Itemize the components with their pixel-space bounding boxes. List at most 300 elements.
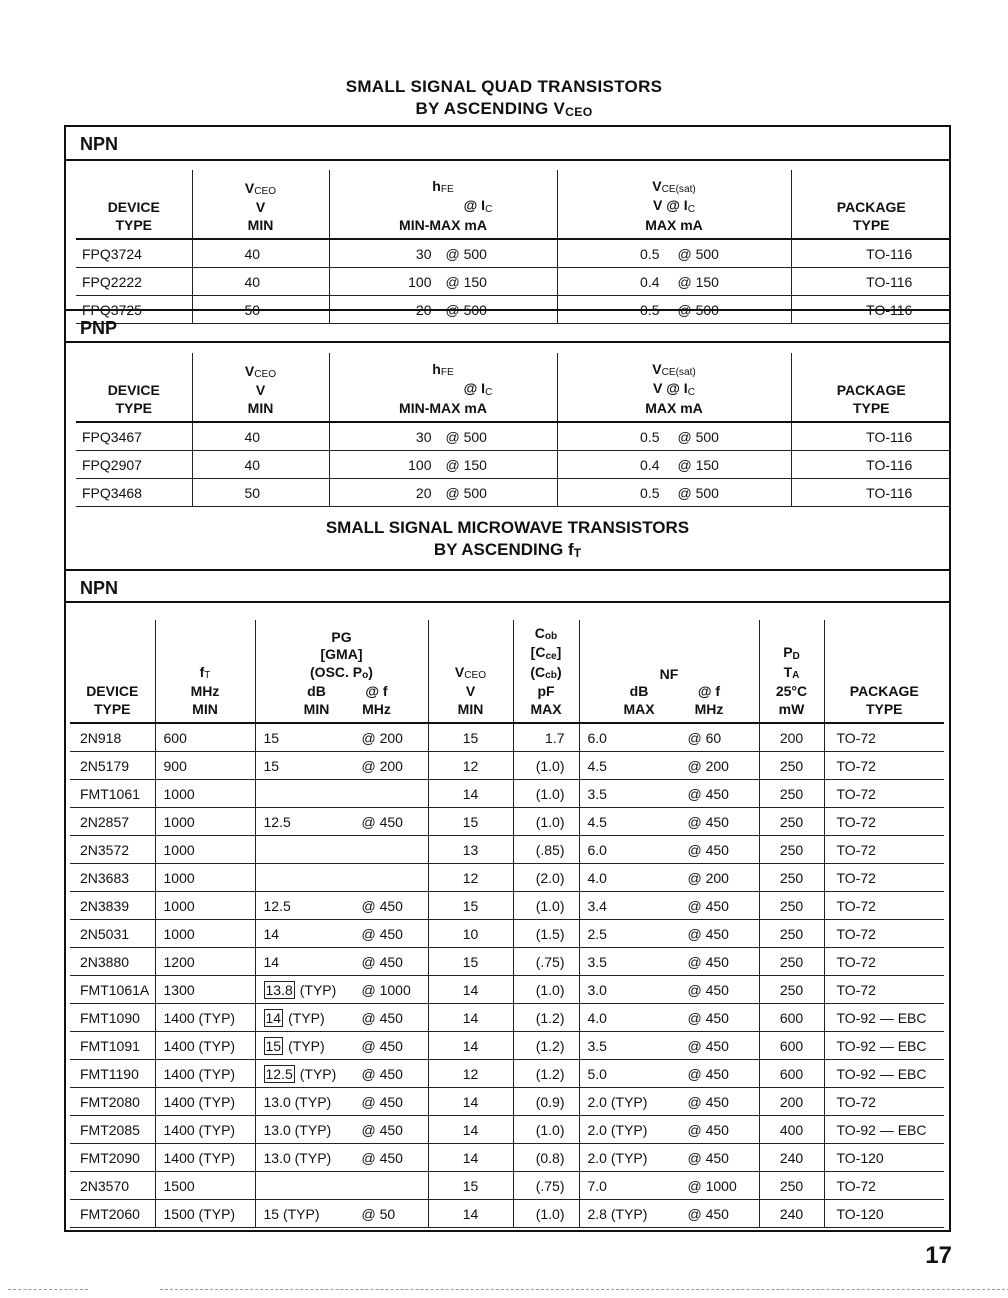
cell-pg (255, 1200, 428, 1228)
cell-ft: 1000 (155, 780, 255, 808)
vceo-min: MIN (247, 399, 274, 416)
cob-unit: pF (537, 683, 555, 699)
nf-label: NF (659, 665, 679, 682)
cell-device: FMT1091 (70, 1032, 155, 1060)
vcesat-max: MAX mA (645, 216, 703, 233)
cell-package: TO-116 (791, 422, 951, 451)
cell-nf (579, 1004, 759, 1032)
cell-pd: 250 (759, 976, 824, 1004)
table-row (70, 976, 944, 1004)
vcesat-ic: @ 500 (677, 245, 719, 262)
col-pg (255, 620, 428, 723)
cell-nf (579, 948, 759, 976)
cell-package: TO-72 (824, 1172, 944, 1200)
cell-device: 2N3839 (70, 892, 155, 920)
pg-db (264, 898, 362, 914)
pg-freq: @ 450 (361, 953, 403, 970)
cell-ft: 1400 (TYP) (155, 1144, 255, 1172)
cell-nf (579, 780, 759, 808)
table-row (70, 1088, 944, 1116)
cell-cob: (1.2) (513, 1060, 579, 1088)
cell-package: TO-72 (824, 752, 944, 780)
cell-hfe (329, 239, 557, 268)
nf-freq: @ 450 (687, 1037, 729, 1054)
cell-pg (255, 1116, 428, 1144)
cell-cob: (1.0) (513, 808, 579, 836)
pg-db-value: 14 (263, 953, 280, 970)
cell-vcesat (557, 479, 791, 507)
table-row (70, 1172, 944, 1200)
col-package (791, 353, 951, 422)
cell-cob: (1.0) (513, 1116, 579, 1144)
cob-symbol: $C_{ob}$ (534, 624, 558, 642)
nf-db: 6.0 (587, 729, 607, 746)
table-row (70, 752, 944, 780)
vcesat-value: 0.5 (640, 428, 660, 445)
cell-package: TO-116 (791, 239, 951, 268)
cell-pd: 600 (759, 1032, 824, 1060)
pg-db (264, 1206, 362, 1222)
cell-device: FPQ3724 (76, 239, 192, 268)
cell-ft: 1400 (TYP) (155, 1032, 255, 1060)
pg-freq: @ 450 (361, 925, 403, 942)
cell-pg (255, 1032, 428, 1060)
nf-freq: @ 200 (687, 757, 729, 774)
cell-vceo: 10 (428, 920, 513, 948)
vcesat-ic: @ 500 (677, 428, 719, 445)
table-row (70, 1004, 944, 1032)
col-pd (759, 620, 824, 723)
cell-pd: 250 (759, 864, 824, 892)
nf-db: 7.0 (587, 1177, 607, 1194)
cell-pg (255, 1172, 428, 1200)
ta-symbol: $T_A$ (783, 663, 800, 681)
cell-package: TO-120 (824, 1200, 944, 1228)
cell-vceo: 12 (428, 1060, 513, 1088)
cell-nf (579, 1172, 759, 1200)
package-type-label: TYPE (852, 399, 890, 416)
cell-cob: (1.0) (513, 892, 579, 920)
hfe-value: 20 (415, 484, 432, 501)
pg-db (264, 1150, 362, 1166)
pnp-quad-table (76, 353, 951, 507)
ccb-symbol: $(C_{cb})$ (530, 663, 562, 681)
nf-db: 2.0 (TYP) (587, 1149, 648, 1166)
microwave-title-line-1: SMALL SIGNAL MICROWAVE TRANSISTORS (325, 518, 690, 537)
cell-pg (255, 920, 428, 948)
cell-nf (579, 976, 759, 1004)
cell-nf (579, 920, 759, 948)
page-number: 17 (925, 1242, 952, 1269)
cell-package: TO-72 (824, 892, 944, 920)
vceo-unit: V (255, 199, 266, 215)
cell-vceo: 14 (428, 976, 513, 1004)
pg-db (264, 730, 362, 746)
vceo-unit: V (465, 683, 476, 699)
cell-cob: (1.2) (513, 1032, 579, 1060)
hfe-minmax: MIN-MAX mA (399, 216, 487, 233)
cell-device: FMT2090 (70, 1144, 155, 1172)
cell-pg (255, 892, 428, 920)
cell-cob: (2.0) (513, 864, 579, 892)
pg-db (264, 982, 362, 998)
ft-unit: MHz (190, 683, 220, 699)
vceo-symbol: $V_{CEO}$ (244, 179, 277, 197)
pg-freq: @ 450 (361, 813, 403, 830)
cell-vceo: 12 (428, 864, 513, 892)
cell-pd: 250 (759, 948, 824, 976)
table-row (70, 1144, 944, 1172)
cell-cob: (1.0) (513, 1200, 579, 1228)
device-label: DEVICE (107, 382, 160, 398)
cell-package: TO-72 (824, 723, 944, 752)
table-row (70, 780, 944, 808)
col-package (824, 620, 944, 723)
pg-freq: @ 200 (361, 729, 403, 746)
cell-vceo: 15 (428, 892, 513, 920)
cell-nf (579, 1200, 759, 1228)
cell-device: FMT1061 (70, 780, 155, 808)
pg-db-value: 12.5 (263, 897, 291, 914)
vcesat-symbol: $V_{CE(sat)}$ (652, 360, 696, 378)
table-row (70, 1200, 944, 1228)
hfe-symbol: $h_{FE}$ (432, 177, 454, 195)
pg-freq: @ 450 (361, 897, 403, 914)
pg-typ: (TYP) (288, 1009, 325, 1026)
pg-db-value: 15 (263, 729, 280, 746)
pg-min-mhz: MIN MHz (303, 700, 391, 717)
cell-ft: 600 (155, 723, 255, 752)
pg-db (264, 954, 362, 970)
cell-pg (255, 1088, 428, 1116)
vcesat-max: MAX mA (645, 399, 703, 416)
cell-package: TO-72 (824, 1088, 944, 1116)
pg-freq: @ 1000 (361, 981, 411, 998)
cell-pd: 600 (759, 1060, 824, 1088)
nf-freq: @ 450 (687, 981, 729, 998)
cell-device: 2N5031 (70, 920, 155, 948)
nf-freq: @ 450 (687, 1093, 729, 1110)
pd-temp: 25°C (775, 683, 808, 699)
cell-nf (579, 864, 759, 892)
hfe-at-ic: @ $I_C$ (463, 380, 493, 398)
vcesat-ic: @ 500 (677, 301, 719, 318)
cell-pg (255, 948, 428, 976)
nf-db: 3.4 (587, 897, 607, 914)
cell-ft: 1400 (TYP) (155, 1060, 255, 1088)
cell-package: TO-92 — EBC (824, 1032, 944, 1060)
nf-freq: @ 60 (687, 729, 722, 746)
nf-units: dB @ f (629, 683, 721, 699)
header-row (70, 620, 944, 723)
cell-vceo: 40 (192, 422, 329, 451)
nf-freq: @ 450 (687, 1065, 729, 1082)
footer-rule-left (8, 1289, 88, 1290)
cell-cob: (1.2) (513, 1004, 579, 1032)
nf-db: 2.5 (587, 925, 607, 942)
cell-ft: 1400 (TYP) (155, 1004, 255, 1032)
cell-package: TO-72 (824, 808, 944, 836)
cell-ft: 1400 (TYP) (155, 1116, 255, 1144)
cell-pd: 200 (759, 723, 824, 752)
cell-pd: 240 (759, 1144, 824, 1172)
microwave-table (70, 620, 944, 1228)
pg-db-value: 13.0 (TYP) (263, 1121, 332, 1138)
cell-pg (255, 808, 428, 836)
vcesat-value: 0.5 (640, 245, 660, 262)
cell-nf (579, 1060, 759, 1088)
cell-pg (255, 1144, 428, 1172)
device-label: DEVICE (107, 199, 160, 215)
table-row (70, 864, 944, 892)
nf-db: 2.0 (TYP) (587, 1093, 648, 1110)
cell-vceo: 40 (192, 239, 329, 268)
cell-cob: (1.0) (513, 780, 579, 808)
hfe-value: 20 (415, 301, 432, 318)
page-title (0, 76, 1008, 121)
cell-pd: 250 (759, 836, 824, 864)
cell-package: TO-120 (824, 1144, 944, 1172)
cob-max: MAX (530, 700, 562, 717)
osc-po-label: (OSC. $P_o$) (310, 663, 373, 681)
cell-device: FPQ3725 (76, 296, 192, 324)
cell-hfe (329, 479, 557, 507)
nf-db: 4.5 (587, 757, 607, 774)
cell-pd: 400 (759, 1116, 824, 1144)
hfe-ic: @ 500 (445, 484, 487, 501)
type-label: TYPE (115, 399, 153, 416)
vceo-min: MIN (457, 700, 484, 717)
cell-vceo: 14 (428, 1032, 513, 1060)
cell-ft: 1000 (155, 864, 255, 892)
pg-typ: (TYP) (299, 981, 337, 998)
pg-freq: @ 450 (361, 1065, 403, 1082)
title-line-2: BY ASCENDING $V_{CEO}$ (415, 99, 593, 119)
pg-freq: @ 50 (361, 1205, 396, 1222)
vcesat-ic: @ 150 (677, 456, 719, 473)
hfe-value: 30 (415, 428, 432, 445)
cell-cob: (1.5) (513, 920, 579, 948)
pg-db (264, 1010, 362, 1026)
pg-db-value: 12.5 (265, 1065, 293, 1082)
cell-hfe (329, 268, 557, 296)
cell-vceo: 14 (428, 1088, 513, 1116)
cell-vceo: 40 (192, 268, 329, 296)
cell-cob: 1.7 (513, 723, 579, 752)
cell-cob: (0.8) (513, 1144, 579, 1172)
pnp-section-label: PNP (66, 309, 949, 343)
cell-nf (579, 892, 759, 920)
cell-device: FMT1090 (70, 1004, 155, 1032)
cell-nf (579, 723, 759, 752)
cell-device: 2N5179 (70, 752, 155, 780)
cce-symbol: $[C_{ce}]$ (530, 644, 562, 662)
col-hfe (329, 170, 557, 239)
cell-package: TO-72 (824, 976, 944, 1004)
cell-pg (255, 864, 428, 892)
cell-device: FMT1190 (70, 1060, 155, 1088)
pg-typ: (TYP) (299, 1065, 337, 1082)
cell-pg (255, 723, 428, 752)
package-type-label: TYPE (852, 216, 890, 233)
microwave-title (66, 517, 949, 562)
cell-vceo: 50 (192, 479, 329, 507)
cell-package: TO-72 (824, 780, 944, 808)
hfe-value: 30 (415, 245, 432, 262)
type-label: TYPE (115, 216, 153, 233)
vcesat-units: V @ $I_C$ (653, 380, 695, 398)
pg-db-value: 12.5 (263, 813, 291, 830)
hfe-at-ic: @ $I_C$ (463, 197, 493, 215)
pg-freq: @ 450 (361, 1121, 403, 1138)
table-row (70, 948, 944, 976)
cell-device: FMT2060 (70, 1200, 155, 1228)
package-label: PACKAGE (836, 382, 906, 398)
cell-package: TO-116 (791, 268, 951, 296)
pg-db (264, 1038, 362, 1054)
pg-db (264, 1094, 362, 1110)
pg-db-value: 15 (TYP) (263, 1205, 320, 1222)
cell-ft: 1200 (155, 948, 255, 976)
table-row (76, 239, 951, 268)
col-vcesat (557, 170, 791, 239)
nf-db: 4.0 (587, 869, 607, 886)
nf-db: 2.8 (TYP) (587, 1205, 648, 1222)
col-vcesat (557, 353, 791, 422)
cell-cob: (.75) (513, 948, 579, 976)
package-label: PACKAGE (836, 199, 906, 215)
cell-vcesat (557, 451, 791, 479)
hfe-ic: @ 500 (445, 301, 487, 318)
cell-vcesat (557, 239, 791, 268)
pd-symbol: $P_D$ (783, 644, 800, 662)
cell-vceo: 14 (428, 1116, 513, 1144)
cell-vceo: 14 (428, 780, 513, 808)
pg-label: PG (331, 628, 352, 645)
cell-device: FMT1061A (70, 976, 155, 1004)
table-row (76, 479, 951, 507)
nf-max-mhz: MAX MHz (623, 700, 724, 717)
package-label: PACKAGE (849, 683, 919, 699)
cell-hfe (329, 422, 557, 451)
col-cob (513, 620, 579, 723)
cell-cob: (1.0) (513, 752, 579, 780)
cell-package: TO-72 (824, 920, 944, 948)
cell-cob: (.85) (513, 836, 579, 864)
hfe-value: 100 (408, 273, 432, 290)
device-label: DEVICE (86, 683, 139, 699)
pg-freq: @ 450 (361, 1149, 403, 1166)
vcesat-value: 0.4 (640, 456, 660, 473)
cell-cob: (0.9) (513, 1088, 579, 1116)
cell-pd: 250 (759, 752, 824, 780)
ft-symbol: $f_T$ (199, 663, 211, 681)
hfe-ic: @ 500 (445, 428, 487, 445)
package-type-label: TYPE (865, 700, 903, 717)
nf-db: 3.0 (587, 981, 607, 998)
cell-cob: (1.0) (513, 976, 579, 1004)
pg-typ: (TYP) (288, 1037, 325, 1054)
cell-pd: 240 (759, 1200, 824, 1228)
cell-device: 2N3880 (70, 948, 155, 976)
tables-frame (64, 125, 951, 1232)
cell-ft: 1500 (TYP) (155, 1200, 255, 1228)
table-row (70, 808, 944, 836)
nf-db: 3.5 (587, 785, 607, 802)
cell-ft: 1000 (155, 920, 255, 948)
cell-vceo: 14 (428, 1004, 513, 1032)
table-row (70, 836, 944, 864)
cell-vcesat (557, 422, 791, 451)
pg-db (264, 926, 362, 942)
pg-db (264, 758, 362, 774)
pg-freq: @ 450 (361, 1037, 403, 1054)
gma-label: [GMA] (320, 646, 363, 662)
vcesat-value: 0.5 (640, 301, 660, 318)
col-vceo (428, 620, 513, 723)
table-row (70, 723, 944, 752)
cell-vceo: 15 (428, 1172, 513, 1200)
cell-vceo: 14 (428, 1144, 513, 1172)
ft-min: MIN (192, 700, 218, 717)
vcesat-ic: @ 500 (677, 484, 719, 501)
cell-package: TO-72 (824, 864, 944, 892)
col-device (76, 170, 192, 239)
hfe-value: 100 (408, 456, 432, 473)
cell-vceo: 15 (428, 723, 513, 752)
vceo-symbol: $V_{CEO}$ (244, 362, 277, 380)
hfe-symbol: $h_{FE}$ (432, 360, 454, 378)
cell-pd: 250 (759, 808, 824, 836)
cell-pg (255, 976, 428, 1004)
vcesat-value: 0.4 (640, 273, 660, 290)
cell-vceo: 40 (192, 451, 329, 479)
cell-package: TO-116 (791, 451, 951, 479)
table-row (70, 1060, 944, 1088)
cell-device: 2N2857 (70, 808, 155, 836)
cell-pg (255, 836, 428, 864)
cell-device: 2N3683 (70, 864, 155, 892)
table-row (76, 422, 951, 451)
nf-db: 3.5 (587, 953, 607, 970)
table-row (76, 451, 951, 479)
hfe-ic: @ 150 (445, 456, 487, 473)
nf-freq: @ 450 (687, 897, 729, 914)
cell-cob: (.75) (513, 1172, 579, 1200)
pg-freq: @ 450 (361, 1093, 403, 1110)
nf-freq: @ 450 (687, 925, 729, 942)
cell-package: TO-116 (791, 479, 951, 507)
table-row (70, 892, 944, 920)
nf-db: 6.0 (587, 841, 607, 858)
nf-db: 5.0 (587, 1065, 607, 1082)
cell-device: 2N918 (70, 723, 155, 752)
cell-ft: 1000 (155, 836, 255, 864)
cell-pd: 250 (759, 892, 824, 920)
cell-vceo: 50 (192, 296, 329, 324)
vceo-min: MIN (247, 216, 274, 233)
hfe-ic: @ 150 (445, 273, 487, 290)
col-hfe (329, 353, 557, 422)
table-row (76, 268, 951, 296)
nf-freq: @ 450 (687, 1205, 729, 1222)
cell-pd: 250 (759, 1172, 824, 1200)
col-package (791, 170, 951, 239)
hfe-ic: @ 500 (445, 245, 487, 262)
cell-device: FPQ3467 (76, 422, 192, 451)
pg-db-value: 13.8 (265, 981, 293, 998)
cell-device: FPQ2222 (76, 268, 192, 296)
